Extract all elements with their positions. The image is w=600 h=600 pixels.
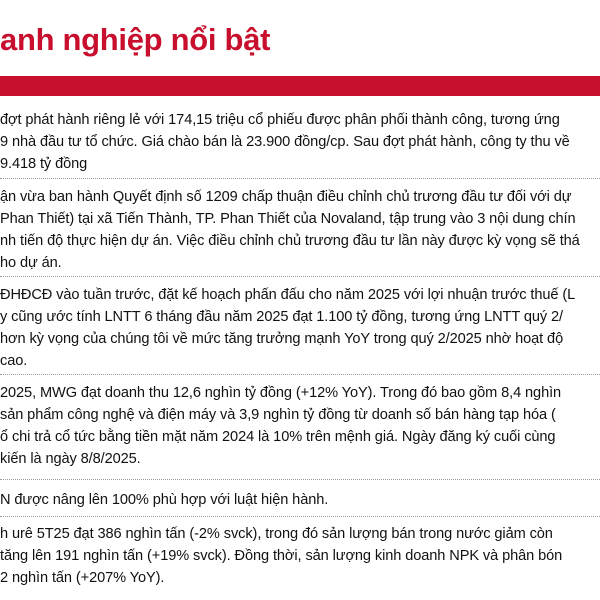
news-line: sản phẩm công nghệ và điện máy và 3,9 nghìn tỷ đồng từ doanh số bán hàng tạp hóa ( xyxy=(0,407,556,423)
news-item xyxy=(0,284,600,372)
news-line: ho dự án. xyxy=(0,255,62,271)
news-item xyxy=(0,489,600,511)
row-divider xyxy=(0,276,600,277)
news-line: ổ chi trả cổ tức bằng tiền mặt năm 2024 là 10% trên mệnh giá. Ngày đăng ký cuối cùng xyxy=(0,429,556,445)
news-item xyxy=(0,186,600,274)
news-line: kiến là ngày 8/8/2025. xyxy=(0,451,141,467)
news-item xyxy=(0,382,600,470)
news-line: ĐHĐCĐ vào tuần trước, đặt kế hoạch phấn đấu cho năm 2025 với lợi nhuận trước thuế (L xyxy=(0,287,576,303)
news-line: 2 nghìn tấn (+207% YoY). xyxy=(0,570,165,586)
row-divider xyxy=(0,516,600,517)
news-line: h urê 5T25 đạt 386 nghìn tấn (-2% svck), trong đó sản lượng bán trong nước giảm còn xyxy=(0,526,553,542)
news-line: ận vừa ban hành Quyết định số 1209 chấp thuận điều chỉnh chủ trương đầu tư đối với dự xyxy=(0,189,572,205)
news-line: Phan Thiết) tại xã Tiến Thành, TP. Phan Thiết của Novaland, tập trung vào 3 nội dung chín xyxy=(0,211,576,227)
row-divider xyxy=(0,374,600,375)
news-line: 2025, MWG đạt doanh thu 12,6 nghìn tỷ đồng (+12% YoY). Trong đó bao gồm 8,4 nghìn xyxy=(0,385,562,401)
news-line: đợt phát hành riêng lẻ với 174,15 triệu cổ phiếu được phân phối thành công, tương ứng xyxy=(0,112,560,128)
news-line: 9 nhà đầu tư tổ chức. Giá chào bán là 23.900 đồng/cp. Sau đợt phát hành, công ty thu về xyxy=(0,134,570,150)
section-title: anh nghiệp nổi bật xyxy=(0,22,271,57)
row-divider xyxy=(0,178,600,179)
news-line: nh tiến độ thực hiện dự án. Việc điều chỉnh chủ trương đầu tư lần này được kỳ vọng sẽ thá xyxy=(0,233,580,249)
news-line: cao. xyxy=(0,353,28,369)
row-divider xyxy=(0,479,600,480)
news-line: 9.418 tỷ đồng xyxy=(0,156,88,172)
news-item xyxy=(0,523,600,589)
table-header-bar xyxy=(0,76,600,96)
news-item xyxy=(0,109,600,175)
news-line: hơn kỳ vọng của chúng tôi về mức tăng trưởng mạnh YoY trong quý 2/2025 nhờ hoạt độ xyxy=(0,331,564,347)
news-line: y cũng ước tính LNTT 6 tháng đầu năm 2025 đạt 1.100 tỷ đồng, tương ứng LNTT quý 2/ xyxy=(0,309,563,325)
news-line: tăng lên 191 nghìn tấn (+19% svck). Đồng thời, sản lượng kinh doanh NPK và phân bón xyxy=(0,548,563,564)
news-line: N được nâng lên 100% phù hợp với luật hiện hành. xyxy=(0,492,329,508)
